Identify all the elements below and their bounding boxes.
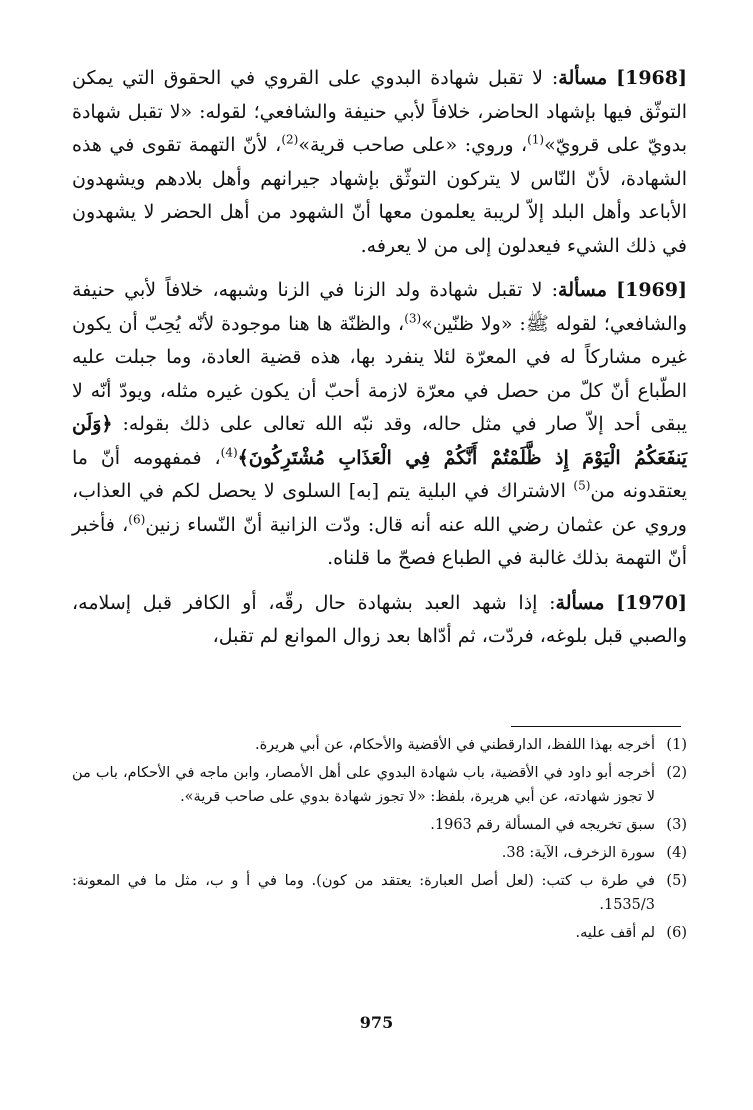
- footnote-ref[interactable]: (2): [281, 132, 299, 147]
- paragraph-text: ، والظنّة ها هنا موجودة لأنّه يُحِبّ أن يكون غيره مشاركاً له في المعرّة لئلا ينفرد بها، هذه قضية العادة، وما جبلت عليه الطّباع أنّ كلّ من حصل في معرّة لازمة أحبّ أن يكون غيره مثله، ويودّ أنّه لا يبقى أحد إلاّ صار في مثل حاله، وقد نبّه الله تعالى على ذلك بقوله:: [72, 312, 687, 435]
- footnote-ref[interactable]: (1): [527, 132, 545, 147]
- footnote-ref[interactable]: (6): [128, 512, 146, 527]
- page-number: 975: [359, 1013, 394, 1032]
- paragraph-text: : لا تقبل شهادة البدوي على القروي في الحقوق التي يمكن التوثّق فيها بإشهاد الحاضر، خلافاً لأبي حنيفة والشافعي؛ لقوله: «لا تقبل شهادة بدويّ على قرويّ»: [72, 67, 687, 156]
- paragraph-text: ، فأخبر أنّ التهمة بذلك غالبة في الطباع فصحّ ما قلناه.: [72, 513, 687, 569]
- footnote-number: (6): [666, 925, 687, 941]
- quran-verse: ﴿وَلَن يَنفَعَكُمُ الْيَوْمَ إِذ ظَّلَمْتُمْ أَنَّكُمْ فِي الْعَذَابِ مُشْتَرِكُونَ﴾: [72, 413, 688, 469]
- paragraph-1968: [72, 62, 687, 263]
- footnote-text: أخرجه بهذا اللفظ، الدارقطني في الأقضية والأحكام، عن أبي هريرة.: [254, 737, 655, 753]
- footnotes: [72, 733, 687, 949]
- footnote-6: [72, 921, 687, 945]
- footnote-ref[interactable]: (5): [573, 478, 591, 493]
- footnote-4: [72, 841, 687, 865]
- footnote-number: (1): [666, 737, 687, 753]
- paragraph-text: : إذا شهد العبد بشهادة حال رقّه، أو الكافر قبل إسلامه، والصبي قبل بلوغه، فردّت، ثم أدّاها بعد زوال الموانع لم تقبل،: [72, 591, 687, 647]
- footnote-ref[interactable]: (4): [220, 445, 238, 460]
- footnote-separator: [511, 726, 681, 727]
- footnote-5: [72, 869, 687, 917]
- footnote-1: [72, 733, 687, 757]
- paragraph-text: ، وروي: «على صاحب قرية»: [298, 134, 528, 156]
- paragraph-text: ، فمفهومه أنّ ما يعتقدونه من: [72, 446, 688, 502]
- issue-keyword: مسألة: [555, 591, 605, 614]
- footnote-number: (5): [666, 873, 687, 889]
- footnote-number: (4): [666, 845, 687, 861]
- footnote-number: (3): [666, 817, 687, 833]
- issue-number: [1969]: [616, 279, 687, 301]
- footnote-text: سورة الزخرف، الآية: 38.: [501, 845, 655, 861]
- issue-keyword: مسألة: [558, 67, 608, 89]
- footnote-text: سبق تخريجه في المسألة رقم 1963.: [430, 817, 655, 833]
- footnote-text: لم أقف عليه.: [575, 925, 655, 941]
- paragraph-text: : لا تقبل شهادة ولد الزنا في الزنا وشبهه، خلافاً لأبي حنيفة والشافعي؛ لقوله ﷺ: «ولا ظنّين»: [72, 279, 688, 335]
- footnote-2: [72, 761, 687, 809]
- issue-number: [1968]: [616, 67, 687, 89]
- issue-keyword: مسألة: [558, 279, 607, 301]
- paragraph-1969: [72, 274, 687, 576]
- issue-number: [1970]: [616, 591, 687, 614]
- main-text: [72, 62, 687, 665]
- paragraph-text: الاشتراك في البلية يتم [به] السلوى لا يحصل لكم في العذاب، وروي عن عثمان رضي الله عنه أنه قال: ودّت الزانية أنّ النّساء زنين: [72, 480, 687, 536]
- footnote-3: [72, 813, 687, 837]
- footnote-ref[interactable]: (3): [404, 311, 422, 326]
- paragraph-text: ، لأنّ التهمة تقوى في هذه الشهادة، لأنّ النّاس لا يتركون التوثّق بإشهاد جيرانهم وأهل بلادهم ويشهدون الأباعد وأهل البلد إلاّ لريبة يعلمون معها أنّ الشهود من أهل الحضر لا يشهدون في ذلك الشيء فيعدلون إلى من لا يعرفه.: [72, 134, 687, 257]
- footnote-number: (2): [666, 765, 687, 781]
- footnote-text: في طرة ب كتب: (لعل أصل العبارة: يعتقد من كون). وما في أ و ب، مثل ما في المعونة: 1535/3.: [72, 873, 655, 913]
- footnote-text: أخرجه أبو داود في الأقضية، باب شهادة البدوي على أهل الأمصار، وابن ماجه في الأحكام، باب من لا تجوز شهادته، عن أبي هريرة، بلفظ: «لا تجوز شهادة بدوي على صاحب قرية».: [72, 765, 655, 805]
- paragraph-1970: [72, 587, 687, 654]
